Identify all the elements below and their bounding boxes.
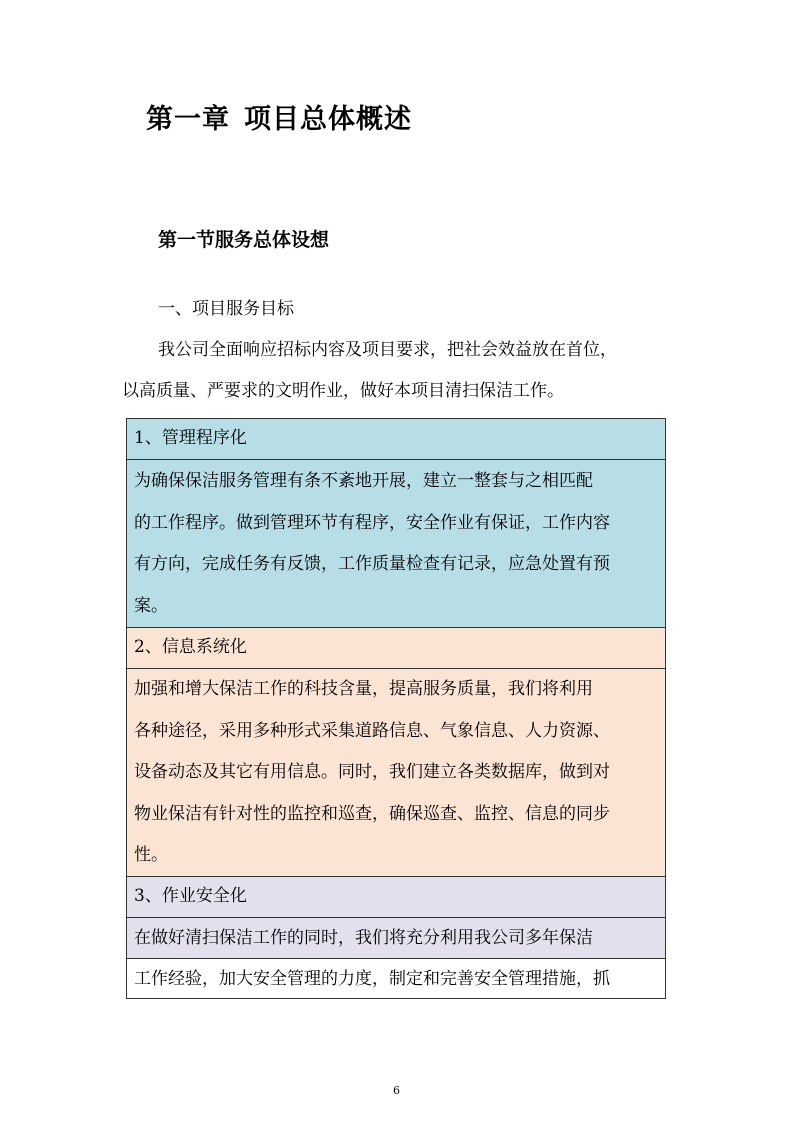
item-2-line: 加强和增大保洁工作的科技含量，提高服务质量，我们将利用	[134, 679, 593, 699]
item-1-line: 案。	[134, 595, 168, 616]
item-3-line: 在做好清扫保洁工作的同时，我们将充分利用我公司多年保洁	[134, 928, 593, 948]
item-2-line: 各种途径，采用多种形式采集道路信息、气象信息、人力资源、	[134, 720, 610, 741]
item-2-line: 性。	[134, 845, 168, 865]
page-number: 6	[393, 1084, 400, 1097]
item-1-title: 1、管理程序化	[126, 418, 666, 459]
goal-intro-line-2: 以高质量、严要求的文明作业，做好本项目清扫保洁工作。	[122, 381, 564, 401]
item-1-line: 有方向，完成任务有反馈，工作质量检查有记录，应急处置有预	[134, 554, 610, 574]
item-3-body-line-2	[126, 958, 666, 999]
item-2-title: 2、信息系统化	[126, 627, 666, 668]
item-1-line: 的工作程序。做到管理环节有程序，安全作业有保证，工作内容	[134, 512, 610, 533]
item-1-line: 为确保保洁服务管理有条不紊地开展，建立一整套与之相匹配	[134, 471, 593, 491]
item-3-body-line-1	[126, 917, 666, 958]
chapter-title	[146, 100, 412, 140]
goal-heading: 一、项目服务目标	[158, 299, 294, 319]
goal-items-table	[126, 418, 666, 999]
item-2-body	[126, 668, 666, 876]
item-3-title: 3、作业安全化	[126, 876, 666, 917]
goal-intro-line-1: 我公司全面响应招标内容及项目要求，把社会效益放在首位，	[158, 340, 617, 360]
item-1-body	[126, 459, 666, 627]
chapter-name: 项目总体概述	[244, 104, 412, 135]
item-2-line: 物业保洁有针对性的监控和巡查，确保巡查、监控、信息的同步	[134, 803, 610, 824]
chapter-number: 第一章	[146, 104, 230, 135]
section-title: 第一节服务总体设想	[158, 229, 330, 251]
item-2-line: 设备动态及其它有用信息。同时，我们建立各类数据库，做到对	[134, 762, 610, 782]
item-3-line: 工作经验，加大安全管理的力度，制定和完善安全管理措施，抓	[134, 969, 610, 989]
